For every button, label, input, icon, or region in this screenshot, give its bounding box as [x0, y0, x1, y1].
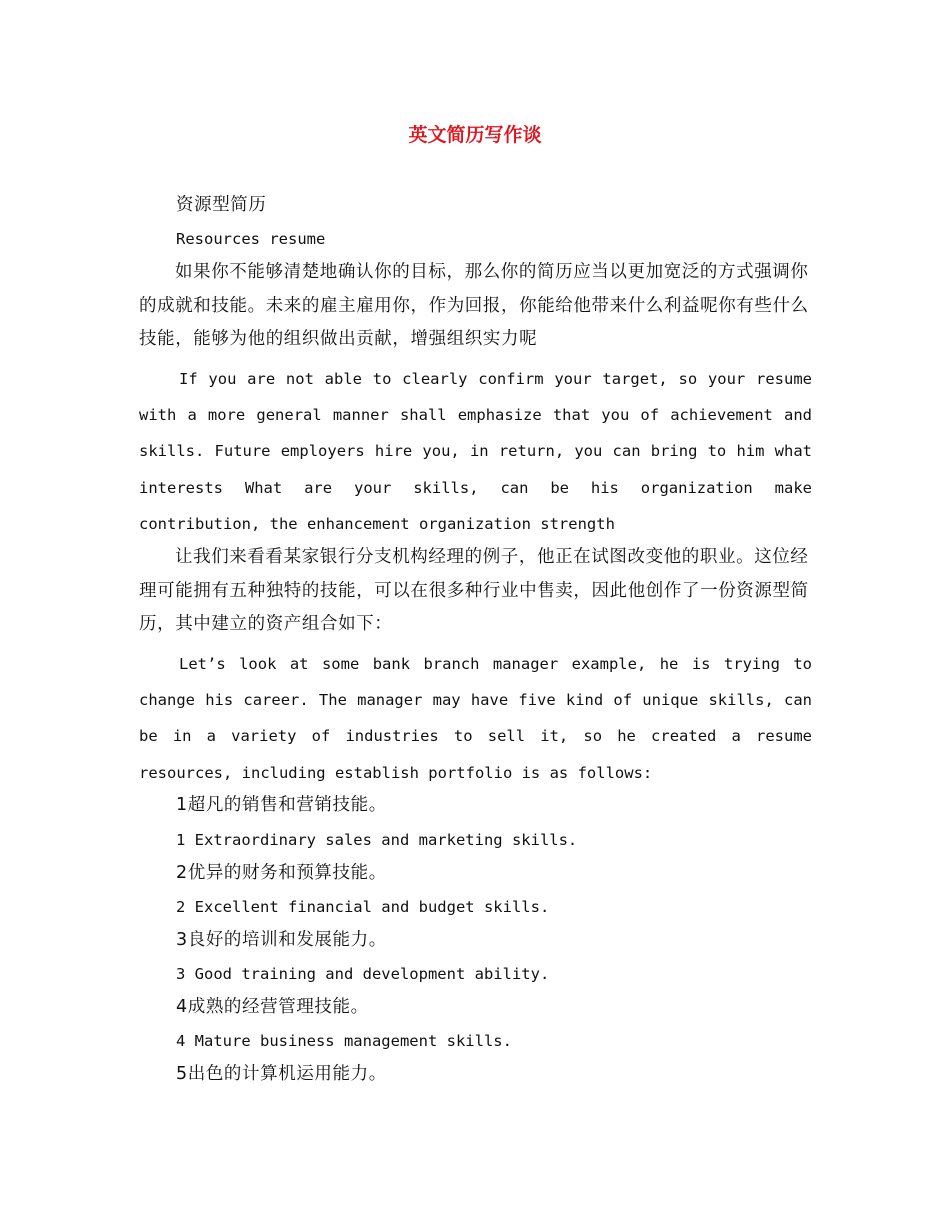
list-item-1-en: 1 Extraordinary sales and marketing skills. — [176, 831, 578, 849]
list-item-4-zh: 4成熟的经营管理技能。 — [176, 997, 369, 1017]
list-item-3-en: 3 Good training and development ability. — [176, 965, 550, 983]
paragraph-1-en: If you are not able to clearly confirm your target, so your resume with a more general manner shall emphasize that you of achievement and skills. Future employers hire you, in return, you can bring to him what interests What are your skills, can be his organization make contribution, the enhancement organization strength — [139, 370, 812, 533]
list-item-2-en: 2 Excellent financial and budget skills. — [176, 898, 550, 916]
paragraph-1-zh: 如果你不能够清楚地确认你的目标，那么你的简历应当以更加宽泛的方式强调你的成就和技能。未来的雇主雇用你，作为回报，你能给他带来什么利益呢你有些什么技能，能够为他的组织做出贡献，增强组织实力呢 — [139, 262, 809, 349]
document-title: 英文简历写作谈 — [408, 124, 542, 146]
section-heading-en: Resources resume — [176, 230, 326, 248]
list-item-2-zh: 2优异的财务和预算技能。 — [176, 863, 387, 883]
section-heading-zh: 资源型简历 — [176, 195, 267, 215]
paragraph-2-zh: 让我们来看看某家银行分支机构经理的例子，他正在试图改变他的职业。这位经理可能拥有五种独特的技能，可以在很多种行业中售卖，因此他创作了一份资源型简历，其中建立的资产组合如下： — [139, 547, 809, 634]
list-item-3-zh: 3良好的培训和发展能力。 — [176, 930, 387, 950]
list-item-1-zh: 1超凡的销售和营销技能。 — [176, 795, 387, 815]
list-item-5-zh: 5出色的计算机运用能力。 — [176, 1064, 387, 1084]
list-item-4-en: 4 Mature business management skills. — [176, 1032, 512, 1050]
paragraph-2-en: Let’s look at some bank branch manager example, he is trying to change his career. The manager may have five kind of unique skills, can be in a variety of industries to sell it, so he created a resume resources, including establish portfolio is as follows: — [139, 655, 812, 782]
